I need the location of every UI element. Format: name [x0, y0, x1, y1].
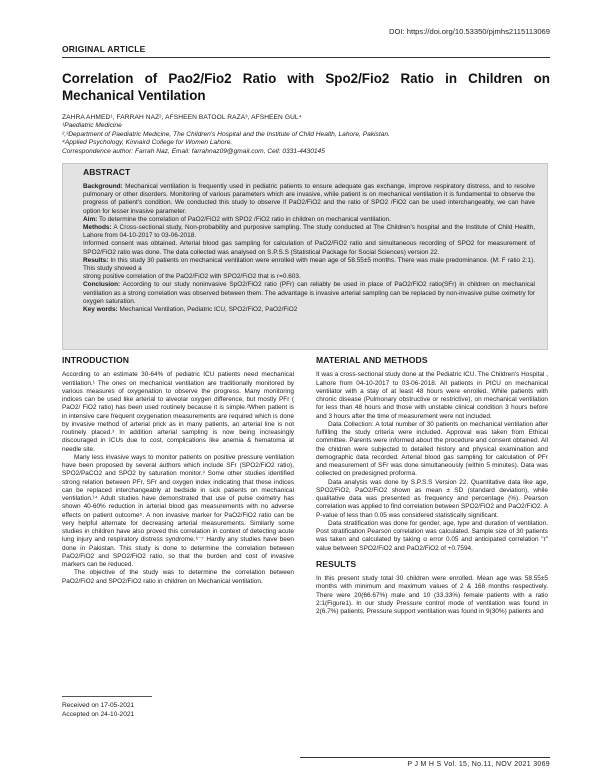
abstract-heading: ABSTRACT [83, 167, 131, 177]
introduction-paragraph-1: According to an estimate 30-64% of pediatric ICU patients need mechanical ventilation.¹ The ones on mechanical ventilation are traditionally monitored by various measures of oxygenation to observe the progress. Many monitoring indices can be used like arterial to alveolar oxygen difference, but mostly PFr ( PaO2/ FiO2 ratio) has been used routinely because it is simple.²When patient is in intensive care frequent oxygenation measurements are required which is done by invasive method of arterial prick as in many patients, an arterial line is not routinely placed.³ In addition arterial sampling is now being increasingly discouraged in ICUs due to cost, complications like anemia & hematoma at needle site. [62, 371, 294, 453]
introduction-heading: INTRODUCTION [62, 355, 130, 365]
author-block [62, 114, 550, 156]
header-divider [62, 57, 550, 58]
abstract-body [83, 183, 535, 314]
submission-dates [62, 696, 294, 719]
received-date: Received on 17-05-2021 [62, 702, 135, 709]
correspondence-line: Correspondence author: Farrah Naz, Email: farrahnaz09@gmail.com, Cell: 0331-4430145 [62, 147, 325, 155]
methods-heading: MATERIAL AND METHODS [316, 355, 428, 365]
methods-paragraph-1: It was a cross-sectional study done at the Pediatric ICU. The Children's Hospital , Lahore from 04-10-2017 to 03-06-2018. All patients in PICU on mechanical ventilator with a stay of at least 48 hours were enrolled. While patients with chronic disease (Pulmonary obstructive or restrictive), on mechanical ventilation for less than 48 hours and those with unstable clinical condition 3 hours before and 3 hours after the time of measurement were not included. [316, 371, 548, 420]
affiliation-3: ⁴Applied Psychology, Kinnaird College for Women Lahore. [62, 139, 233, 147]
dates-divider [62, 696, 152, 697]
abstract-results: Results: In this study 30 patients on mechanical ventilation were enrolled with mean age of 58.55±5 months. There was male predominance. (M: F ratio 2:1). This study showed a [83, 256, 535, 273]
abstract-keywords: Key words: Mechanical Ventilation, Pediatric ICU, SPO2/FiO2, PaO2/FiO2 [83, 306, 298, 314]
methods-paragraph-3: Data analysis was done by S.P.S.S Version 22. Quantitative data like age, SPO2/FiO2, PaO2/FiO2 shown as mean ± SD (standard deviation), while qualitative data was presented as frequency and percentage (%). Pearson correlation was applied to find correlation between SPO2/FiO2 and PaO2/FiO2. A P-value of less than 0.05 was considered statistically significant. [316, 478, 548, 519]
results-paragraph-1: In this present study total 30 children were enrolled. Mean age was 58.55±5 months with minimum and maximum values of 2 & 168 months respectively. There were 20(66.67%) male and 10 (33.33%) female patients with a ratio 2:1(Figure1). In our study Pressure control mode of ventilation was found in 2(6.7%) patients, Pressure support ventilation was found in 9(30%) patients and [316, 575, 548, 615]
article-type-label: ORIGINAL ARTICLE [62, 44, 146, 54]
affiliation-2: ²,³Department of Paediatric Medicine, The Children's Hospital and the Institute of Child Health, Lahore, Pakistan. [62, 130, 390, 138]
right-column [316, 356, 548, 616]
abstract-results-2: strong positive correlation of the PaO2/FiO2 with SPO2/FiO2 that is r=0.603. [83, 273, 301, 281]
left-column [62, 356, 294, 586]
introduction-paragraph-3: The objective of the study was to determine the correlation between PaO2/FiO2 and SPO2/FiO2 ratio in children on Mechanical ventilation. [62, 569, 294, 585]
abstract-background: Background: Mechanical ventilation is frequently used in pediatric patients to ensure adequate gas exchange, improve respiratory distress, and to resolve pulmonary or other disorders. Monitoring of various parameters which are invasive, while patient is on mechanical ventilation it is fundamental to observe the progress of patient's condition. We conducted this study to observe if PaO2/FiO2 and the ratio of SPO2 /FiO2 can be used interchangeably, we can have option for lesser invasive parameter. [83, 183, 535, 215]
doi-link[interactable]: DOI: https://doi.org/10.53350/pjmhs2115113069 [389, 27, 550, 36]
abstract-methods: Methods: A Cross-sectional study, Non-probability and purposive sampling. The study conducted at The Children's hospital and the Institute of Child Health, Lahore from 04-10-2017 to 03-06-2018. [83, 224, 535, 240]
footer-divider [300, 757, 550, 758]
introduction-paragraph-2: Many less invasive ways to monitor patients on positive pressure ventilation have been proposed by several authors which include SFr (SPO2/FiO2 ratio), SPO2/PaCO2 and SPO2 by saturation monitor.³ Some other studies identified strong relation between PFr, SFr and oxygen index indicating that these indices can be replaced interchangeably at bedside in sick patients on mechanical ventilation.¹⁴ Adult studies have demonstrated that use of pulse oximetry has shown 40-60% reduction in arterial blood gas measurements with no adverse effects on patient outcome⁵. A non invasive marker for PaO2/FiO2 ratio can be very helpful alternate for decreasing arterial measurements. Similarly some studies in children have also proved this correlation in context of detecting acute lung injury and respiratory distress syndrome.⁶⁻⁷ Hardly any studies have been done in Pakistan. This study is done to determine the correlation between PaO2/FiO2 and SPO2/FiO2 ratio, so that the burden and cost of invasive markers can be reduced. [62, 453, 294, 568]
author-names: ZAHRA AHMED¹, FARRAH NAZ², AFSHEEN BATOOL RAZA³, AFSHEEN GUL⁴ [62, 114, 302, 121]
journal-footer: P J M H S Vol. 15, No.11, NOV 2021 3069 [407, 761, 550, 768]
methods-paragraph-2: Data Collection: A total number of 30 patients on mechanical ventilation after fulfilling the study criteria were included. Approval was taken from Ethical committee. Parents were informed about the procedure and consent obtained. All the children were subjected to detailed history and physical examination and demographic data recorded. Arterial blood gas sampling for calculation of PFr and measurement of SFr was done simultaneously (within 5 minutes). Data was collected on predesigned proforma. [316, 420, 548, 478]
affiliation-1: ¹Paediatric Medicine [62, 122, 122, 130]
abstract-conclusion: Conclusion: According to our study noninvasive SpO2/FiO2 ratio (PFr) can reliably be used in place of PaO2/FiO2 ratio(SFr) in children on mechanical ventilation as a strong correlation was observed between them. The advantage is invasive arterial sampling can be replaced by non-invasive pulse oximetry for oxygen saturation. [83, 281, 535, 305]
accepted-date: Accepted on 24-10-2021 [62, 711, 135, 718]
abstract-methods-2: Informed consent was obtained. Arterial blood gas sampling for calculation of PaO2/FiO2 ratio and simultaneous recording of SPO2 for measurement of SPO2/FiO2 ratio was done. The data collected was analysed on S.P.S.S (Statistical Package for Social Sciences) version 22. [83, 240, 535, 256]
methods-paragraph-4: Data stratification was done for gender, age, type and duration of ventilation. Post stratification Pearson correlation was calculated. Sample size of 30 patients was taken and calculated by taking α error 0.05 and anticipated correlation "r" value between SPO2/FiO2 and PaO2/FiO2 of +0.7594. [316, 519, 548, 552]
abstract-aim: Aim: To determine the correlation of PaO2/FiO2 with SPO2 /FiO2 ratio in children on mechanical ventilation. [83, 215, 391, 223]
article-title: Correlation of Pao2/Fio2 Ratio with Spo2/Fio2 Ratio in Children on Mechanical Ventilation [62, 71, 550, 103]
results-heading: RESULTS [316, 558, 357, 569]
